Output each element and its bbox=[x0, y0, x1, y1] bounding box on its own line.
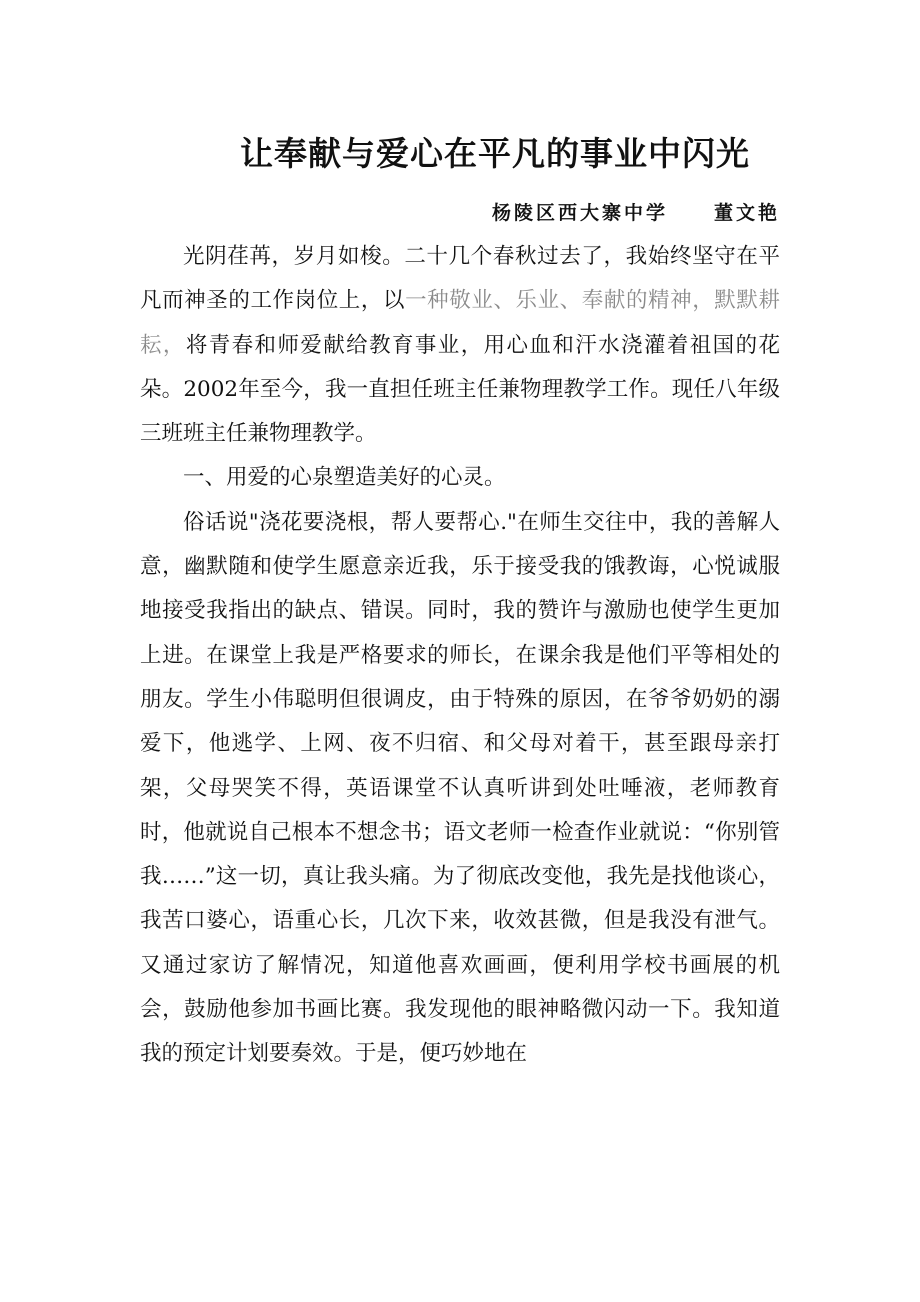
paragraph-story: 俗话说"浇花要浇根，帮人要帮心."在师生交往中，我的善解人意，幽默随和使学生愿意亲近我，乐于接受我的饿教诲，心悦诚服地接受我指出的缺点、错误。同时，我的赞许与激励也使学生更加上进。在课堂上我是严格要求的师长，在课余我是他们平等相处的朋友。学生小伟聪明但很调皮，由于特殊的原因，在爷爷奶奶的溺爱下，他逃学、上网、夜不归宿、和父母对着干，甚至跟母亲打架，父母哭笑不得，英语课堂不认真听讲到处吐唾液，老师教育时，他就说自己根本不想念书；语文老师一检查作业就说：“你别管我……”这一切，真让我头痛。为了彻底改变他，我先是找他谈心，我苦口婆心，语重心长，几次下来，收效甚微，但是我没有泄气。又通过家访了解情况，知道他喜欢画画，便利用学校书画展的机会，鼓励他参加书画比赛。我发现他的眼神略微闪动一下。我知道我的预定计划要奏效。于是，便巧妙地在 bbox=[140, 509, 780, 1067]
paragraph-intro-part1: 光阴荏苒，岁月如梭。二十几个春秋过去了，我始终坚守在平凡而神圣的工作岗位上，以 bbox=[140, 244, 780, 314]
author-name: 董文艳 bbox=[713, 202, 780, 224]
paragraph-intro-highlight: 一种敬业、乐业、奉献的精神，默默耕耘， bbox=[140, 288, 780, 358]
paragraph-intro bbox=[140, 235, 780, 456]
section-heading-1: 一、用爱的心泉塑造美好的心灵。 bbox=[183, 465, 506, 491]
byline bbox=[492, 198, 780, 225]
school-name: 杨陵区西大寨中学 bbox=[491, 202, 668, 224]
document-body bbox=[140, 235, 780, 1077]
paragraph-intro-part2: 将青春和师爱献给教育事业，用心血和汗水浇灌着祖国的花朵。2002年至今，我一直担任班主任兼物理教学工作。现任八年级三班班主任兼物理教学。 bbox=[140, 332, 780, 447]
document-title: 让奉献与爱心在平凡的事业中闪光 bbox=[240, 134, 750, 173]
